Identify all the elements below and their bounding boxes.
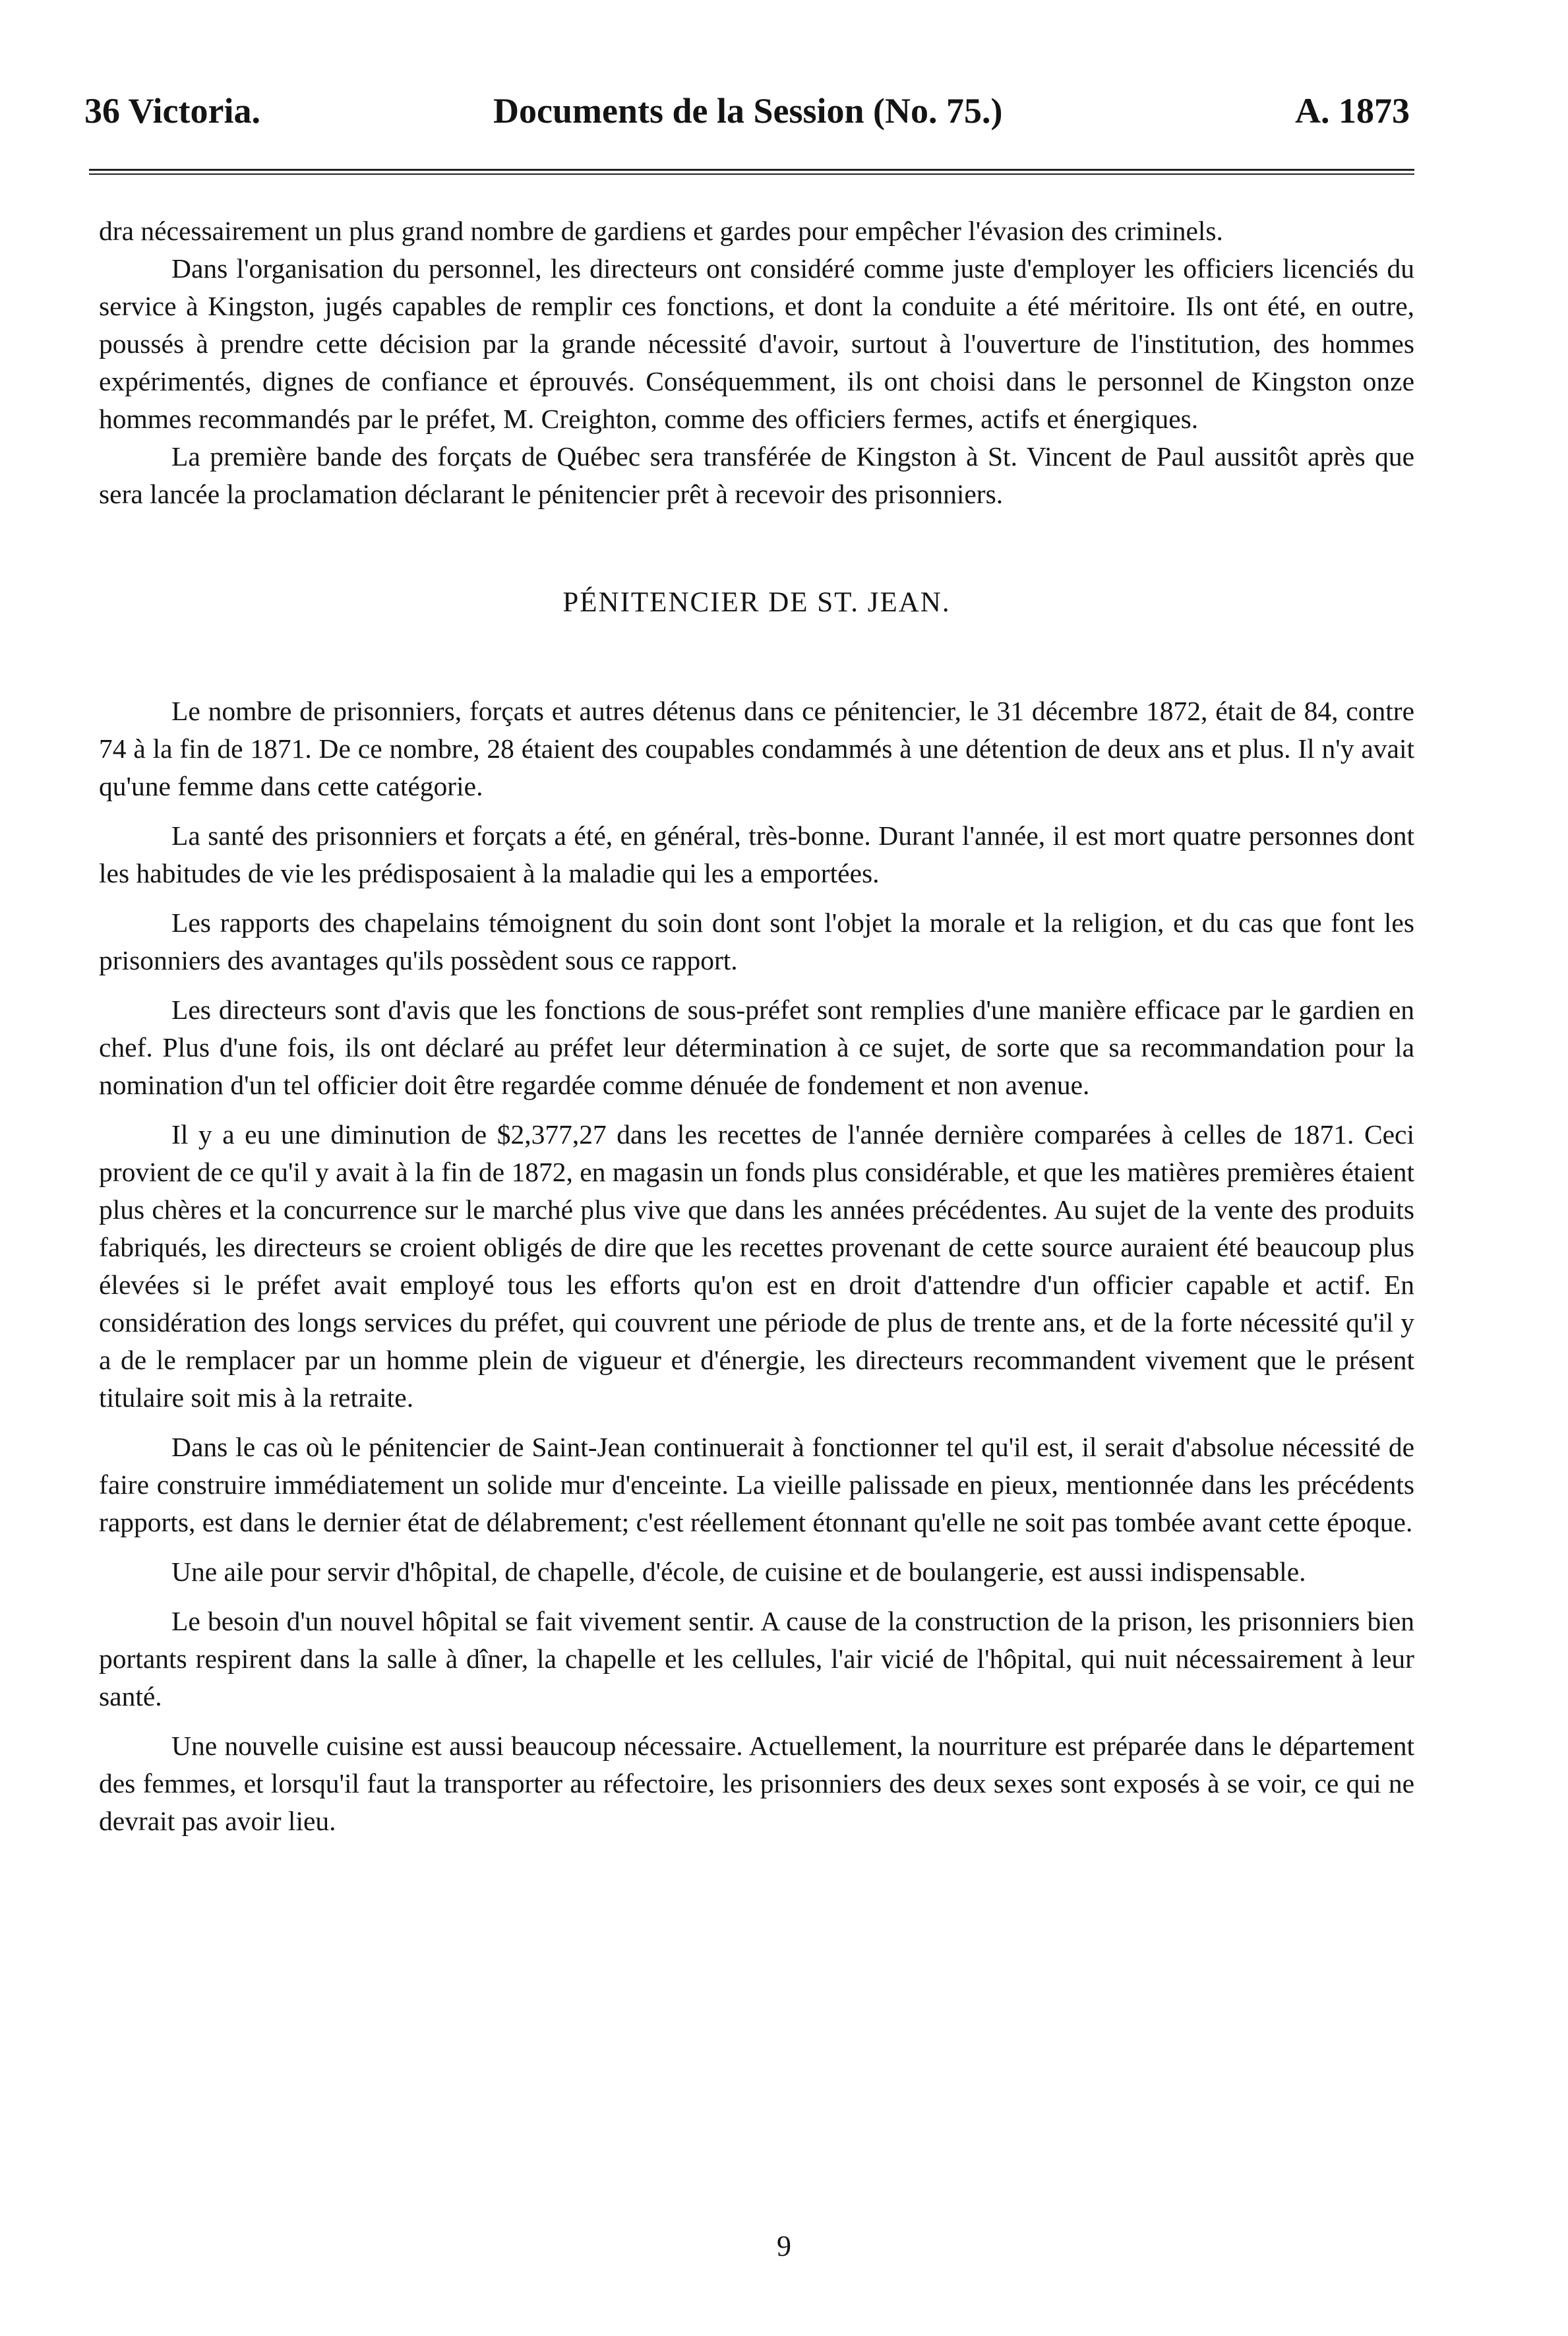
header-rule-line-top (89, 169, 1414, 171)
paragraph-personnel: Dans l'organisation du personnel, les directeurs ont considéré comme juste d'employer les officiers licenciés du service à Kingston, jugés capables de remplir ces fonctions, et dont la conduite a été méritoire. Ils ont été, en outre, poussés à prendre cette décision par la grande nécessité d'avoir, surtout à l'ouverture de l'institution, des hommes expérimentés, dignes de confiance et éprouvés. Conséquemment, ils ont choisi dans le personnel de Kingston onze hommes recommandés par le préfet, M. Creighton, comme des officiers fermes, actifs et énergiques. (99, 253, 1414, 434)
paragraph-transfer: La première bande des forçats de Québec sera transférée de Kingston à St. Vincent de Paul aussitôt après que sera lancée la proclamation déclarant le pénitencier prêt à recevoir des prisonniers. (99, 441, 1414, 509)
paragraph-wing: Une aile pour servir d'hôpital, de chapelle, d'école, de cuisine et de boulangerie, est aussi indispensable. (171, 1556, 1306, 1587)
paragraph-hospital: Le besoin d'un nouvel hôpital se fait vivement sentir. A cause de la construction de la prison, les prisonniers bien portants respirent dans la salle à dîner, la chapelle et les cellules, l'air vicié de l'hôpital, qui nuit nécessairement à leur santé. (99, 1606, 1414, 1711)
paragraph-kitchen: Une nouvelle cuisine est aussi beaucoup nécessaire. Actuellement, la nourriture est préparée dans le département des femmes, et lorsqu'il faut la transporter au réfectoire, les prisonniers des deux sexes sont exposés à se voir, ce qui ne devrait pas avoir lieu. (99, 1731, 1414, 1836)
paragraph-receipts: Il y a eu une diminution de $2,377,27 dans les recettes de l'année dernière comparées à celles de 1871. Ceci provient de ce qu'il y avait à la fin de 1872, en magasin un fonds plus considérable, et que les matières premières étaient plus chères et la concurrence sur le marché plus vive que dans les années précédentes. Au sujet de la vente des produits fabriqués, les directeurs se croient obligés de dire que les recettes provenant de cette source auraient été beaucoup plus élevées si le préfet avait employé tous les efforts qu'on est en droit d'attendre d'un officier capable et actif. En considération des longs services du préfet, qui couvrent une période de plus de trente ans, et de la forte nécessité qu'il y a de le remplacer par un homme plein de vigueur et d'énergie, les directeurs recommandent vivement que le présent titulaire soit mis à la retraite. (99, 1119, 1414, 1413)
paragraph-sub-prefect: Les directeurs sont d'avis que les fonctions de sous-préfet sont remplies d'une manière efficace par le gardien en chef. Plus d'une fois, ils ont déclaré au préfet leur détermination à ce sujet, de sorte que sa recommandation pour la nomination d'un tel officier doit être regardée comme dénuée de fondement et non avenue. (99, 995, 1414, 1100)
paragraph-chaplains: Les rapports des chapelains témoignent du soin dont sont l'objet la morale et la religion, et du cas que font les prisonniers des avantages qu'ils possèdent sous ce rapport. (99, 907, 1414, 975)
paragraph-prisoner-count: Le nombre de prisonniers, forçats et autres détenus dans ce pénitencier, le 31 décembre 1872, était de 84, contre 74 à la fin de 1871. De ce nombre, 28 étaient des coupables condammés à une détention de deux ans et plus. Il n'y avait qu'une femme dans cette catégorie. (99, 696, 1414, 801)
page-number: 9 (777, 2230, 791, 2262)
header-title: Documents de la Session (No. 75.) (493, 91, 1003, 131)
header-year: A. 1873 (1295, 91, 1410, 131)
header-rule (89, 169, 1414, 175)
header-regnal-year: 36 Victoria. (84, 91, 260, 131)
running-head (84, 84, 1410, 137)
page-body (99, 212, 1414, 1840)
section-heading: PÉNITENCIER DE ST. JEAN. (562, 587, 951, 618)
paragraph-continuation: dra nécessairement un plus grand nombre de gardiens et gardes pour empêcher l'évasion des criminels. (99, 216, 1223, 246)
paragraph-health: La santé des prisonniers et forçats a été, en général, très-bonne. Durant l'année, il est mort quatre personnes dont les habitudes de vie les prédisposaient à la maladie qui les a emportées. (99, 820, 1414, 888)
paragraph-enclosure-wall: Dans le cas où le pénitencier de Saint-Jean continuerait à fonctionner tel qu'il est, il serait d'absolue nécessité de faire construire immédiatement un solide mur d'enceinte. La vieille palissade en pieux, mentionnée dans les précédents rapports, est dans le dernier état de délabrement; c'est réellement étonnant qu'elle ne soit pas tombée avant cette époque. (99, 1432, 1414, 1537)
header-rule-line-bottom (89, 173, 1414, 175)
